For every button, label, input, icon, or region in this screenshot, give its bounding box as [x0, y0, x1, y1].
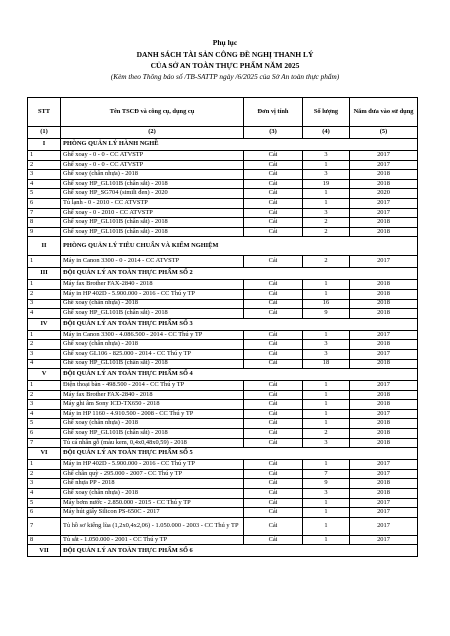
section-row — [28, 268, 418, 280]
table-row — [28, 160, 418, 170]
year-in-use: 2017 — [350, 151, 418, 161]
year-in-use: 2017 — [350, 256, 418, 268]
row-stt: 7 — [28, 208, 61, 218]
year-in-use: 2017 — [350, 535, 418, 545]
row-stt: 5 — [28, 189, 61, 199]
quantity: 1 — [303, 460, 350, 470]
year-in-use: 2018 — [350, 170, 418, 180]
quantity: 1 — [303, 189, 350, 199]
year-in-use: 2017 — [350, 208, 418, 218]
unit: Cái — [244, 299, 303, 309]
asset-name: Máy in Canon 3300 - 0 - 2014 - CC ATVSTP — [61, 256, 244, 268]
unit: Cái — [244, 208, 303, 218]
unit: Cái — [244, 189, 303, 199]
table-row — [28, 489, 418, 499]
asset-table — [27, 97, 418, 557]
table-row — [28, 330, 418, 340]
year-in-use: 2018 — [350, 419, 418, 429]
table-row — [28, 419, 418, 429]
unit: Cái — [244, 469, 303, 479]
year-in-use: 2018 — [350, 218, 418, 228]
table-row — [28, 498, 418, 508]
asset-name: Ghế xoay - 0 - 2010 - CC ATVSTP — [61, 208, 244, 218]
unit: Cái — [244, 517, 303, 535]
table-header-row — [28, 98, 418, 127]
asset-name: Ghế xoay HP_GL101B (chân sắt) - 2018 — [61, 179, 244, 189]
asset-name: Ghế xoay (chân nhựa) - 2018 — [61, 340, 244, 350]
asset-name: Máy in HP 402D - 5.900.000 - 2016 - CC Thú y TP — [61, 460, 244, 470]
quantity: 3 — [303, 340, 350, 350]
unit: Cái — [244, 489, 303, 499]
row-stt: 1 — [28, 381, 61, 391]
table-row — [28, 170, 418, 180]
section-row — [28, 369, 418, 381]
row-stt: 8 — [28, 535, 61, 545]
unit: Cái — [244, 280, 303, 290]
column-number: (3) — [244, 127, 303, 139]
row-stt: 1 — [28, 330, 61, 340]
row-stt: 2 — [28, 289, 61, 299]
column-header-stt: STT — [28, 98, 61, 127]
column-header-year: Năm đưa vào sử dụng — [350, 98, 418, 127]
year-in-use: 2017 — [350, 198, 418, 208]
asset-name: Máy in Canon 3300 - 4.086.500 - 2014 - CC Thú y TP — [61, 330, 244, 340]
year-in-use: 2017 — [350, 330, 418, 340]
unit: Cái — [244, 330, 303, 340]
unit: Cái — [244, 508, 303, 518]
unit: Cái — [244, 227, 303, 237]
year-in-use: 2017 — [350, 160, 418, 170]
column-header-unit: Đơn vị tính — [244, 98, 303, 127]
column-header-name: Tên TSCĐ và công cụ, dụng cụ — [61, 98, 244, 127]
quantity: 1 — [303, 160, 350, 170]
asset-name: Máy fax Brother FAX-2840 - 2018 — [61, 280, 244, 290]
document-title-line2: CỦA SỞ AN TOÀN THỰC PHẨM NĂM 2025 — [150, 61, 300, 70]
table-row — [28, 349, 418, 359]
quantity: 2 — [303, 218, 350, 228]
quantity: 1 — [303, 508, 350, 518]
unit: Cái — [244, 460, 303, 470]
row-stt: 2 — [28, 469, 61, 479]
section-row — [28, 237, 418, 256]
asset-name: Ghế xoay - 0 - 0 - CC ATVSTP — [61, 160, 244, 170]
year-in-use: 2018 — [350, 340, 418, 350]
section-number: IV — [28, 318, 61, 330]
unit: Cái — [244, 359, 303, 369]
column-number: (4) — [303, 127, 350, 139]
unit: Cái — [244, 170, 303, 180]
table-row — [28, 189, 418, 199]
year-in-use: 2018 — [350, 400, 418, 410]
section-row — [28, 139, 418, 151]
unit: Cái — [244, 256, 303, 268]
year-in-use: 2020 — [350, 189, 418, 199]
row-stt: 2 — [28, 340, 61, 350]
table-row — [28, 179, 418, 189]
quantity: 3 — [303, 489, 350, 499]
asset-name: Tủ cá nhân gỗ (màu kem, 0,4x0,48x0,59) - 2018 — [61, 438, 244, 448]
row-stt: 1 — [28, 256, 61, 268]
table-row — [28, 299, 418, 309]
asset-name: Ghế xoay - 0 - 0 - CC ATVSTP — [61, 151, 244, 161]
row-stt: 3 — [28, 170, 61, 180]
asset-name: Máy bơm nước - 2.850.000 - 2015 - CC Thú y TP — [61, 498, 244, 508]
year-in-use: 2018 — [350, 429, 418, 439]
unit: Cái — [244, 160, 303, 170]
section-row — [28, 545, 418, 557]
year-in-use: 2017 — [350, 508, 418, 518]
quantity: 9 — [303, 479, 350, 489]
appendix-label: Phụ lục — [212, 38, 238, 47]
asset-name: Máy in HP 402D - 5.900.000 - 2016 - CC Thú y TP — [61, 289, 244, 299]
row-stt: 1 — [28, 151, 61, 161]
unit: Cái — [244, 438, 303, 448]
section-number: II — [28, 237, 61, 256]
table-row — [28, 409, 418, 419]
asset-name: Tủ sắt - 1.050.000 - 2001 - CC Thú y TP — [61, 535, 244, 545]
table-row — [28, 340, 418, 350]
asset-name: Máy hút giấy Silicon PS-650C - 2017 — [61, 508, 244, 518]
asset-name: Điện thoại bàn - 498.500 - 2014 - CC Thú y TP — [61, 381, 244, 391]
quantity: 18 — [303, 359, 350, 369]
year-in-use: 2018 — [350, 479, 418, 489]
row-stt: 5 — [28, 498, 61, 508]
quantity: 1 — [303, 517, 350, 535]
year-in-use: 2017 — [350, 349, 418, 359]
year-in-use: 2018 — [350, 299, 418, 309]
year-in-use: 2018 — [350, 289, 418, 299]
asset-name: Ghế xoay (chân nhựa) - 2018 — [61, 299, 244, 309]
quantity: 9 — [303, 309, 350, 319]
table-row — [28, 517, 418, 535]
column-number: (1) — [28, 127, 61, 139]
row-stt: 2 — [28, 390, 61, 400]
table-row — [28, 469, 418, 479]
table-row — [28, 479, 418, 489]
section-title: ĐỘI QUẢN LÝ AN TOÀN THỰC PHẨM SỐ 6 — [61, 545, 418, 557]
asset-name: Ghế xoay HP_SG704 (simili đen) - 2020 — [61, 189, 244, 199]
row-stt: 6 — [28, 198, 61, 208]
row-stt: 7 — [28, 438, 61, 448]
year-in-use: 2018 — [350, 489, 418, 499]
table-row — [28, 309, 418, 319]
quantity: 2 — [303, 256, 350, 268]
row-stt: 4 — [28, 179, 61, 189]
table-row — [28, 429, 418, 439]
asset-name: Tủ lạnh - 0 - 2010 - CC ATVSTP — [61, 198, 244, 208]
asset-name: Ghế xoay (chân nhựa) - 2018 — [61, 419, 244, 429]
quantity: 1 — [303, 280, 350, 290]
section-number: I — [28, 139, 61, 151]
table-row — [28, 460, 418, 470]
table-body — [28, 139, 418, 557]
table-row — [28, 390, 418, 400]
quantity: 1 — [303, 330, 350, 340]
asset-name: Ghế chân quỳ - 295.000 - 2007 - CC Thú y TP — [61, 469, 244, 479]
table-row — [28, 208, 418, 218]
document-title-line1: DANH SÁCH TÀI SẢN CÔNG ĐỀ NGHỊ THANH LÝ — [136, 50, 314, 59]
quantity: 1 — [303, 289, 350, 299]
unit: Cái — [244, 179, 303, 189]
row-stt: 3 — [28, 479, 61, 489]
quantity: 16 — [303, 299, 350, 309]
year-in-use: 2017 — [350, 517, 418, 535]
year-in-use: 2018 — [350, 438, 418, 448]
section-number: V — [28, 369, 61, 381]
table-row — [28, 535, 418, 545]
asset-name: Máy in HP 1160 - 4.910.500 - 2008 - CC Thú y TP — [61, 409, 244, 419]
asset-name: Máy ghi âm Sony ICD-TX650 - 2018 — [61, 400, 244, 410]
section-number: III — [28, 268, 61, 280]
quantity: 1 — [303, 535, 350, 545]
row-stt: 3 — [28, 349, 61, 359]
unit: Cái — [244, 340, 303, 350]
section-row — [28, 448, 418, 460]
quantity: 1 — [303, 381, 350, 391]
row-stt: 6 — [28, 429, 61, 439]
table-row — [28, 227, 418, 237]
table-row — [28, 256, 418, 268]
quantity: 2 — [303, 429, 350, 439]
column-number-row — [28, 127, 418, 139]
row-stt: 1 — [28, 460, 61, 470]
table-row — [28, 280, 418, 290]
quantity: 7 — [303, 469, 350, 479]
year-in-use: 2017 — [350, 409, 418, 419]
year-in-use: 2018 — [350, 359, 418, 369]
section-number: VI — [28, 448, 61, 460]
quantity: 3 — [303, 208, 350, 218]
row-stt: 4 — [28, 359, 61, 369]
quantity: 1 — [303, 400, 350, 410]
quantity: 3 — [303, 349, 350, 359]
section-title: PHÒNG QUẢN LÝ TIÊU CHUẨN VÀ KIỂM NGHIỆM — [61, 237, 418, 256]
year-in-use: 2018 — [350, 280, 418, 290]
unit: Cái — [244, 419, 303, 429]
row-stt: 4 — [28, 489, 61, 499]
unit: Cái — [244, 349, 303, 359]
year-in-use: 2018 — [350, 309, 418, 319]
row-stt: 5 — [28, 419, 61, 429]
unit: Cái — [244, 390, 303, 400]
asset-name: Ghế xoay (chân nhựa) - 2018 — [61, 489, 244, 499]
asset-name: Ghế xoay GL106 - 825.000 - 2014 - CC Thú y TP — [61, 349, 244, 359]
section-title: ĐỘI QUẢN LÝ AN TOÀN THỰC PHẨM SỐ 2 — [61, 268, 418, 280]
year-in-use: 2017 — [350, 381, 418, 391]
row-stt: 4 — [28, 409, 61, 419]
year-in-use: 2018 — [350, 179, 418, 189]
unit: Cái — [244, 151, 303, 161]
quantity: 1 — [303, 419, 350, 429]
row-stt: 7 — [28, 517, 61, 535]
document-subtitle: (Kèm theo Thông báo số /TB-SATTP ngày /6/2025 của Sở An toàn thực phẩm) — [110, 72, 340, 81]
asset-name: Tủ hồ sơ kiếng lùa (1,2x0,4x2,06) - 1.050.000 - 2003 - CC Thú y TP — [61, 517, 244, 535]
quantity: 2 — [303, 227, 350, 237]
asset-name: Ghế xoay HP_GL101B (chân sắt) - 2018 — [61, 309, 244, 319]
unit: Cái — [244, 498, 303, 508]
asset-name: Ghế nhựa PP - 2018 — [61, 479, 244, 489]
quantity: 1 — [303, 409, 350, 419]
year-in-use: 2018 — [350, 390, 418, 400]
row-stt: 4 — [28, 309, 61, 319]
asset-name: Ghế xoay HP_GL101B (chân sắt) - 2018 — [61, 218, 244, 228]
unit: Cái — [244, 198, 303, 208]
asset-name: Ghế xoay (chân nhựa) - 2018 — [61, 170, 244, 180]
asset-name: Ghế xoay HP_GL101B (chân sắt) - 2018 — [61, 429, 244, 439]
quantity: 1 — [303, 498, 350, 508]
table-row — [28, 359, 418, 369]
column-number: (2) — [61, 127, 244, 139]
quantity: 3 — [303, 170, 350, 180]
table-row — [28, 218, 418, 228]
unit: Cái — [244, 535, 303, 545]
row-stt: 1 — [28, 280, 61, 290]
column-header-quantity: Số lượng — [303, 98, 350, 127]
table-row — [28, 381, 418, 391]
row-stt: 6 — [28, 508, 61, 518]
unit: Cái — [244, 218, 303, 228]
row-stt: 3 — [28, 400, 61, 410]
section-title: ĐỘI QUẢN LÝ AN TOÀN THỰC PHẨM SỐ 4 — [61, 369, 418, 381]
section-row — [28, 318, 418, 330]
unit: Cái — [244, 409, 303, 419]
section-title: ĐỘI QUẢN LÝ AN TOÀN THỰC PHẨM SỐ 5 — [61, 448, 418, 460]
year-in-use: 2017 — [350, 498, 418, 508]
quantity: 19 — [303, 179, 350, 189]
table-row — [28, 151, 418, 161]
quantity: 3 — [303, 151, 350, 161]
row-stt: 9 — [28, 227, 61, 237]
quantity: 3 — [303, 438, 350, 448]
section-number: VII — [28, 545, 61, 557]
table-row — [28, 289, 418, 299]
column-number: (5) — [350, 127, 418, 139]
asset-name: Ghế xoay HP_GL101B (chân sắt) - 2018 — [61, 359, 244, 369]
table-row — [28, 438, 418, 448]
asset-name: Ghế xoay HP_GL101B (chân sắt) - 2018 — [61, 227, 244, 237]
table-row — [28, 508, 418, 518]
table-row — [28, 400, 418, 410]
unit: Cái — [244, 309, 303, 319]
year-in-use: 2017 — [350, 460, 418, 470]
quantity: 1 — [303, 198, 350, 208]
unit: Cái — [244, 400, 303, 410]
quantity: 1 — [303, 390, 350, 400]
asset-name: Máy fax Brother FAX-2840 - 2018 — [61, 390, 244, 400]
row-stt: 3 — [28, 299, 61, 309]
section-title: PHÒNG QUẢN LÝ HÀNH NGHỀ — [61, 139, 418, 151]
section-title: ĐỘI QUẢN LÝ AN TOÀN THỰC PHẨM SỐ 3 — [61, 318, 418, 330]
unit: Cái — [244, 429, 303, 439]
unit: Cái — [244, 479, 303, 489]
year-in-use: 2018 — [350, 227, 418, 237]
table-row — [28, 198, 418, 208]
row-stt: 8 — [28, 218, 61, 228]
unit: Cái — [244, 381, 303, 391]
year-in-use: 2017 — [350, 469, 418, 479]
row-stt: 2 — [28, 160, 61, 170]
unit: Cái — [244, 289, 303, 299]
